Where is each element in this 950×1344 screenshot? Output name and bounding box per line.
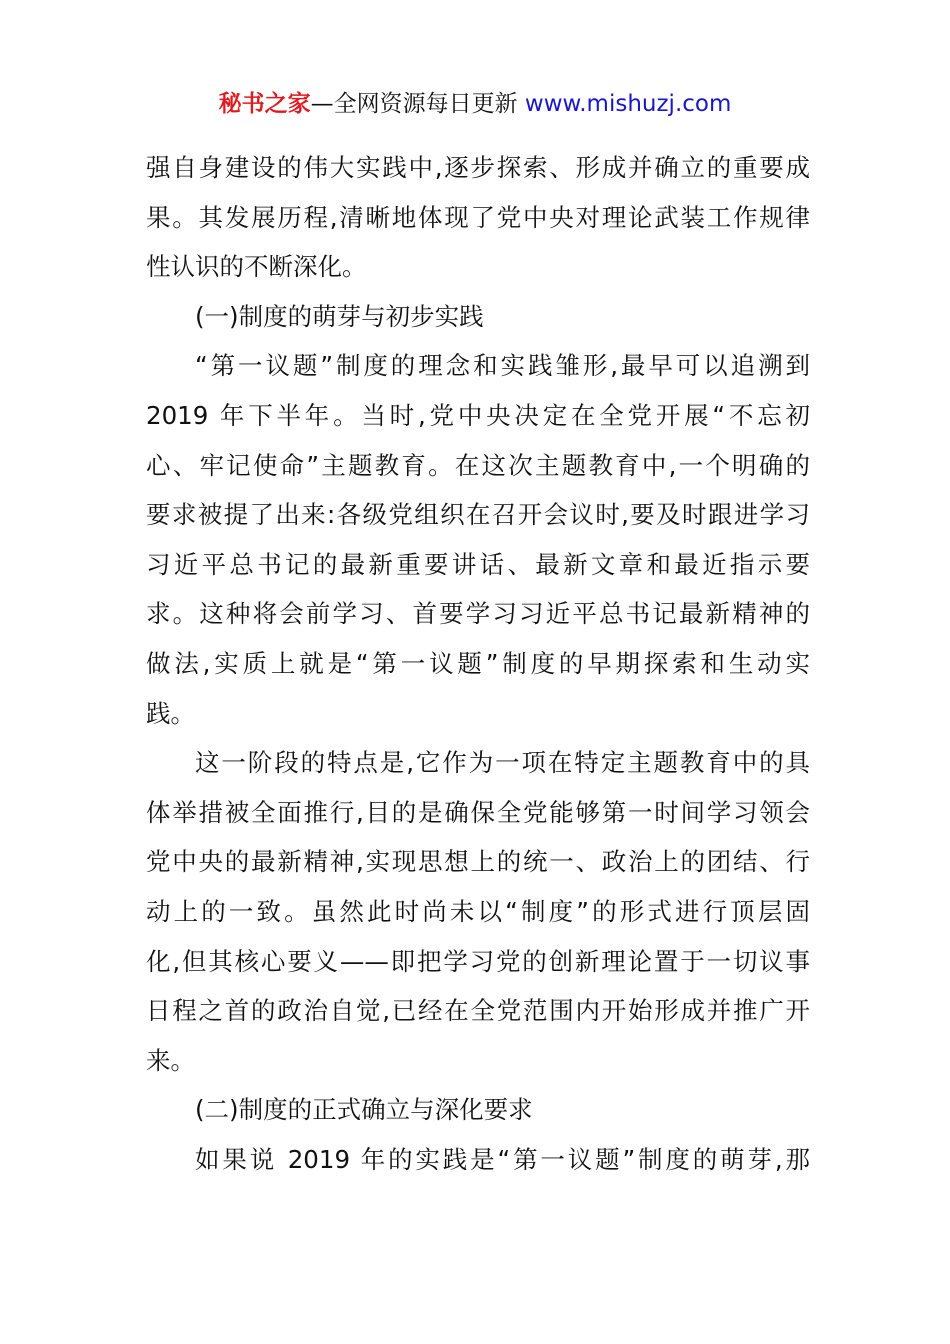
text-line: 化,但其核心要义——即把学习党的创新理论置于一切议事 xyxy=(146,946,810,976)
text-line: 践。 xyxy=(146,698,195,728)
text-line: 日程之首的政治自觉,已经在全党范围内开始形成并推广开 xyxy=(146,996,810,1026)
text-line: 动上的一致。虽然此时尚未以“制度”的形式进行顶层固 xyxy=(146,896,810,926)
site-tagline: —全网资源每日更新 xyxy=(310,91,525,117)
text-line: 体举措被全面推行,目的是确保全党能够第一时间学习领会 xyxy=(146,797,810,827)
text-line: 做法,实质上就是“第一议题”制度的早期探索和生动实 xyxy=(146,648,810,678)
text-line: 强自身建设的伟大实践中,逐步探索、形成并确立的重要成 xyxy=(146,153,810,182)
text-line: 来。 xyxy=(146,1045,195,1075)
site-brand: 秘书之家 xyxy=(218,91,311,117)
text-line: 果。其发展历程,清晰地体现了党中央对理论武装工作规律 xyxy=(146,202,810,232)
text-line: (二)制度的正式确立与深化要求 xyxy=(195,1095,533,1125)
text-line: “第一议题”制度的理念和实践雏形,最早可以追溯到 xyxy=(195,351,810,381)
text-line: 这一阶段的特点是,它作为一项在特定主题教育中的具 xyxy=(195,748,810,778)
text-line: 如果说 2019 年的实践是“第一议题”制度的萌芽,那 xyxy=(195,1144,810,1174)
text-line: 2019 年下半年。当时,党中央决定在全党开展“不忘初 xyxy=(146,400,810,430)
text-line: 要求被提了出来:各级党组织在召开会议时,要及时跟进学习 xyxy=(146,500,810,530)
site-url-link[interactable]: www.mishuzj.com xyxy=(524,91,732,117)
text-line: 性认识的不断深化。 xyxy=(146,252,367,282)
text-line: 习近平总书记的最新重要讲话、最新文章和最近指示要 xyxy=(146,549,810,579)
text-line: 党中央的最新精神,实现思想上的统一、政治上的团结、行 xyxy=(146,847,810,877)
text-line: 心、牢记使命”主题教育。在这次主题教育中,一个明确的 xyxy=(146,450,810,480)
page-header xyxy=(0,86,950,122)
text-line: (一)制度的萌芽与初步实践 xyxy=(195,301,484,331)
document-body xyxy=(146,143,810,1184)
text-line: 求。这种将会前学习、首要学习习近平总书记最新精神的 xyxy=(146,599,810,629)
